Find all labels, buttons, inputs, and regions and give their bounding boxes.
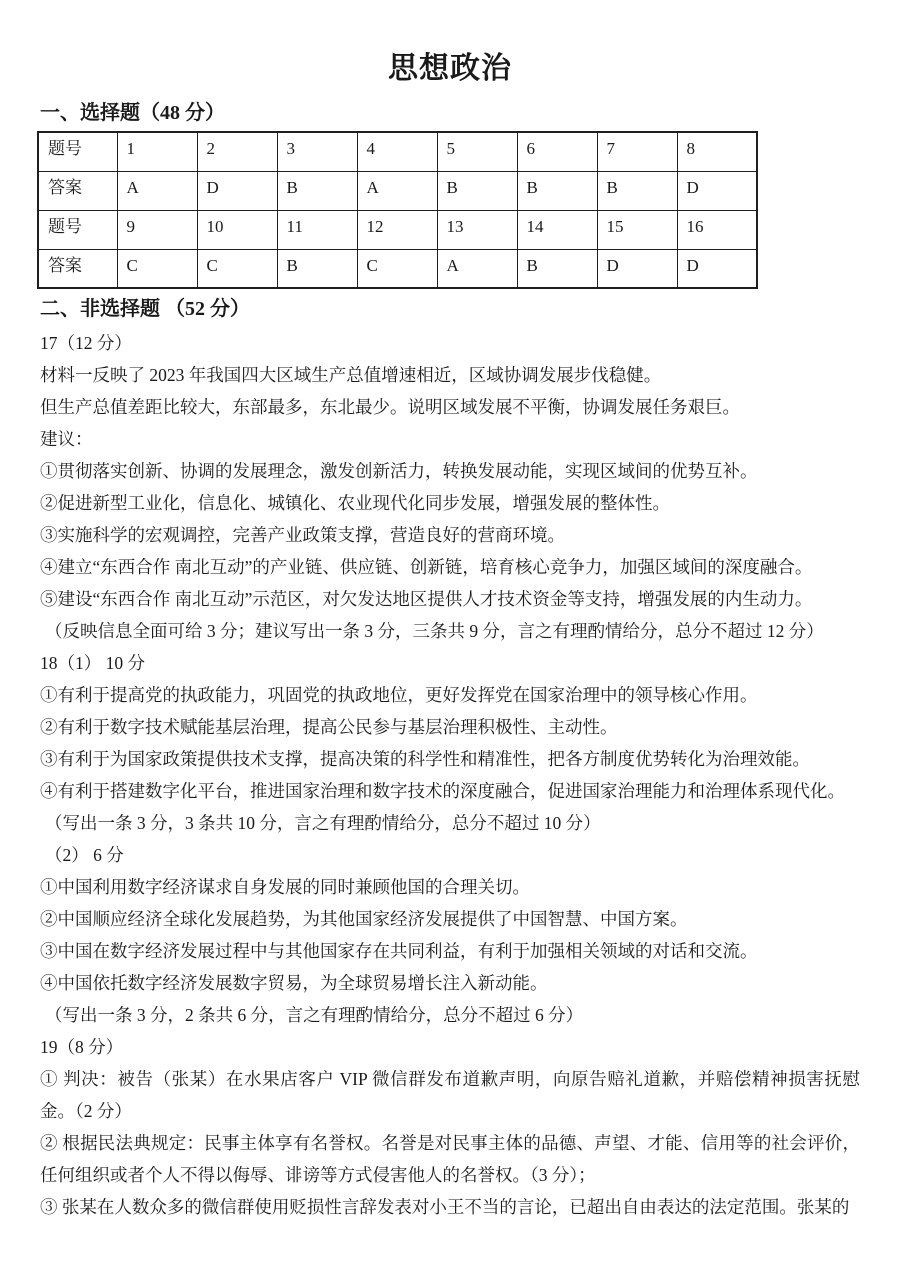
row-header: 答案 [38, 171, 117, 210]
table-cell: C [197, 249, 277, 288]
essay-answers-block [40, 327, 860, 1223]
table-cell: D [197, 171, 277, 210]
table-cell: 11 [277, 210, 357, 249]
answer-line: ④有利于搭建数字化平台，推进国家治理和数字技术的深度融合，促进国家治理能力和治理体系现代化。 [40, 781, 845, 801]
table-cell: 1 [117, 132, 197, 171]
answer-line: ②中国顺应经济全球化发展趋势，为其他国家经济发展提供了中国智慧、中国方案。 [40, 909, 688, 929]
table-cell: 3 [277, 132, 357, 171]
answer-line: ④建立“东西合作 南北互动”的产业链、供应链、创新链，培育核心竞争力，加强区域间的深度融合。 [40, 557, 813, 577]
scoring-note: （反映信息全面可给 3 分；建议写出一条 3 分，三条共 9 分，言之有理酌情给分，总分不超过 12 分） [45, 621, 824, 641]
table-cell: A [357, 171, 437, 210]
table-cell: A [437, 249, 517, 288]
answer-table [37, 131, 758, 289]
scoring-note: （写出一条 3 分，2 条共 6 分，言之有理酌情给分，总分不超过 6 分） [45, 1005, 584, 1025]
table-row-question-numbers-1 [38, 132, 757, 171]
table-row-question-numbers-2 [38, 210, 757, 249]
answer-line: ③ 张某在人数众多的微信群使用贬损性言辞发表对小王不当的言论，已超出自由表达的法定范围。张某的 [40, 1197, 850, 1217]
answer-line: 19（8 分） [40, 1037, 124, 1057]
table-cell: D [677, 171, 757, 210]
table-row-answers-1 [38, 171, 757, 210]
table-cell: 15 [597, 210, 677, 249]
table-cell: B [437, 171, 517, 210]
table-cell: 5 [437, 132, 517, 171]
table-cell: D [677, 249, 757, 288]
answer-line: 18（1） 10 分 [40, 653, 145, 673]
table-cell: 2 [197, 132, 277, 171]
answer-line: ③实施科学的宏观调控，完善产业政策支撑，营造良好的营商环境。 [40, 525, 565, 545]
table-cell: C [357, 249, 437, 288]
answer-line: ③中国在数字经济发展过程中与其他国家存在共同利益，有利于加强相关领域的对话和交流。 [40, 941, 758, 961]
answer-line: ⑤建设“东西合作 南北互动”示范区，对欠发达地区提供人才技术资金等支持，增强发展的内生动力。 [40, 589, 813, 609]
answer-line: ① 判决：被告（张某）在水果店客户 VIP 微信群发布道歉声明，向原告赔礼道歉，并赔偿精神损害抚慰金。（2 分） [40, 1069, 860, 1121]
section-heading-choice: 一、选择题（48 分） [40, 102, 225, 124]
table-cell: 12 [357, 210, 437, 249]
answer-line: ② 根据民法典规定：民事主体享有名誉权。名誉是对民事主体的品德、声望、才能、信用等的社会评价，任何组织或者个人不得以侮辱、诽谤等方式侵害他人的名誉权。（3 分）； [40, 1133, 860, 1185]
table-cell: B [277, 249, 357, 288]
table-cell: 4 [357, 132, 437, 171]
answer-line: ②促进新型工业化，信息化、城镇化、农业现代化同步发展，增强发展的整体性。 [40, 493, 670, 513]
row-header: 答案 [38, 249, 117, 288]
table-cell: B [277, 171, 357, 210]
answer-line: 17（12 分） [40, 333, 132, 353]
answer-line: ③有利于为国家政策提供技术支撑，提高决策的科学性和精准性，把各方制度优势转化为治理效能。 [40, 749, 810, 769]
scoring-note: （写出一条 3 分，3 条共 10 分，言之有理酌情给分，总分不超过 10 分） [45, 813, 601, 833]
answer-line: ②有利于数字技术赋能基层治理，提高公民参与基层治理积极性、主动性。 [40, 717, 618, 737]
table-cell: 8 [677, 132, 757, 171]
table-cell: 13 [437, 210, 517, 249]
row-header: 题号 [38, 132, 117, 171]
answer-line: 材料一反映了 2023 年我国四大区域生产总值增速相近，区域协调发展步伐稳健。 [40, 365, 662, 385]
table-cell: 16 [677, 210, 757, 249]
table-cell: D [597, 249, 677, 288]
table-cell: 10 [197, 210, 277, 249]
table-cell: 9 [117, 210, 197, 249]
answer-line: ①贯彻落实创新、协调的发展理念，激发创新活力，转换发展动能，实现区域间的优势互补。 [40, 461, 758, 481]
table-cell: 7 [597, 132, 677, 171]
row-header: 题号 [38, 210, 117, 249]
table-row-answers-2 [38, 249, 757, 288]
answer-line: ④中国依托数字经济发展数字贸易，为全球贸易增长注入新动能。 [40, 973, 548, 993]
answer-line: ①有利于提高党的执政能力，巩固党的执政地位，更好发挥党在国家治理中的领导核心作用。 [40, 685, 758, 705]
answer-line: （2） 6 分 [45, 845, 124, 865]
table-cell: C [117, 249, 197, 288]
table-cell: B [517, 171, 597, 210]
table-cell: 14 [517, 210, 597, 249]
table-cell: A [117, 171, 197, 210]
answer-line: 建议： [40, 429, 93, 449]
section-heading-essay: 二、非选择题 （52 分） [40, 298, 250, 320]
answer-line: 但生产总值差距比较大，东部最多，东北最少。说明区域发展不平衡，协调发展任务艰巨。 [40, 397, 740, 417]
answer-line: ①中国利用数字经济谋求自身发展的同时兼顾他国的合理关切。 [40, 877, 530, 897]
table-cell: B [517, 249, 597, 288]
table-cell: B [597, 171, 677, 210]
table-cell: 6 [517, 132, 597, 171]
exam-title: 思想政治 [388, 52, 512, 85]
